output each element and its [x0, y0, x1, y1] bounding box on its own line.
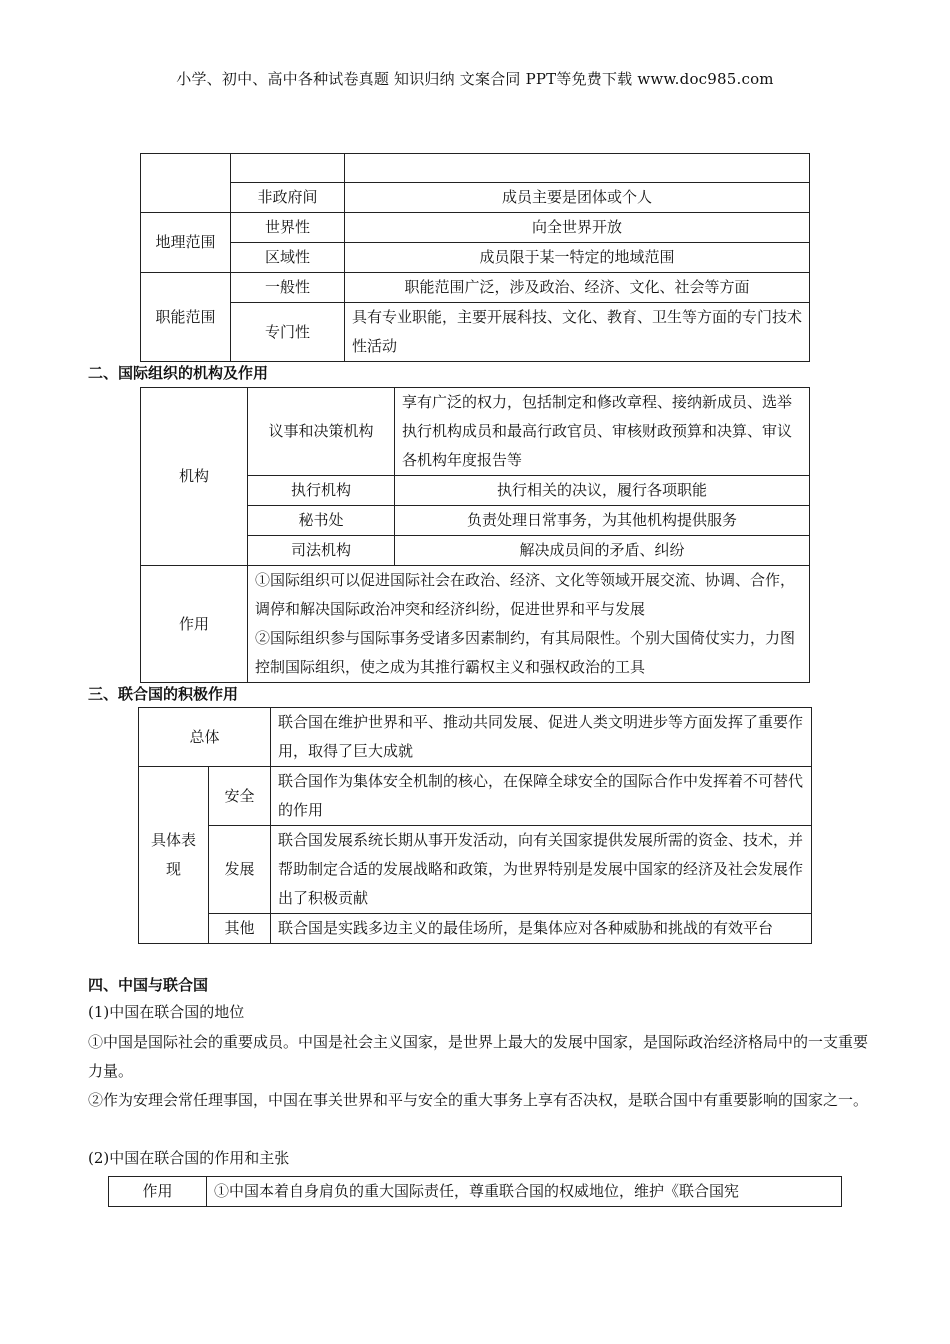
role-label: 作用: [141, 566, 248, 683]
section4-p1: ①中国是国际社会的重要成员。中国是社会主义国家，是世界上最大的发展中国家，是国际政治经济格局中的一支重要力量。: [88, 1033, 869, 1080]
blank-cell: [345, 154, 810, 183]
overall-desc: 联合国在维护世界和平、推动共同发展、促进人类文明进步等方面发挥了重要作用，取得了巨大成就: [271, 708, 812, 767]
security-desc: 联合国作为集体安全机制的核心，在保障全球安全的国际合作中发挥着不可替代的作用: [271, 767, 812, 826]
nongov-label: 非政府间: [231, 183, 345, 213]
exec-label: 执行机构: [248, 476, 395, 506]
special-desc: 具有专业职能，主要开展科技、文化、教育、卫生等方面的专门技术性活动: [345, 303, 810, 362]
role-desc: [248, 566, 810, 683]
judicial-desc: 解决成员间的矛盾、纠纷: [395, 536, 810, 566]
blank-cell: [141, 154, 231, 213]
other-label: 其他: [209, 914, 271, 944]
general-label: 一般性: [231, 273, 345, 303]
role-desc-1: ①国际组织可以促进国际社会在政治、经济、文化等领域开展交流、协调、合作，调停和解决国际政治冲突和经济纠纷，促进世界和平与发展: [255, 571, 796, 618]
section4-sub1: (1)中国在联合国的地位: [88, 1003, 245, 1021]
secretariat-label: 秘书处: [248, 506, 395, 536]
org-classification-table: [140, 153, 810, 362]
world-desc: 向全世界开放: [345, 213, 810, 243]
org-group-label: 机构: [141, 388, 248, 566]
nongov-desc: 成员主要是团体或个人: [345, 183, 810, 213]
section2-title: 二、国际组织的机构及作用: [88, 364, 269, 382]
decision-desc: 享有广泛的权力，包括制定和修改章程、接纳新成员、选举执行机构成员和最高行政官员、审核财政预算和决算、审议各机构年度报告等: [395, 388, 810, 476]
section4-p2: ②作为安理会常任理事国，中国在事关世界和平与安全的重大事务上享有否决权，是联合国中有重要影响的国家之一。: [88, 1091, 869, 1109]
org-structure-table: [140, 387, 810, 683]
secretariat-desc: 负责处理日常事务，为其他机构提供服务: [395, 506, 810, 536]
page-header: 小学、初中、高中各种试卷真题 知识归纳 文案合同 PPT等免费下载 www.doc985.com: [176, 70, 774, 88]
section3-title: 三、联合国的积极作用: [88, 685, 239, 703]
general-desc: 职能范围广泛，涉及政治、经济、文化、社会等方面: [345, 273, 810, 303]
section4-sub2: (2)中国在联合国的作用和主张: [88, 1149, 290, 1167]
special-label: 专门性: [231, 303, 345, 362]
security-label: 安全: [209, 767, 271, 826]
region-label: 区域性: [231, 243, 345, 273]
overall-label: 总体: [139, 708, 271, 767]
world-label: 世界性: [231, 213, 345, 243]
dev-label: 发展: [209, 826, 271, 914]
china-role-table: [108, 1176, 842, 1207]
decision-label: 议事和决策机构: [248, 388, 395, 476]
region-desc: 成员限于某一特定的地域范围: [345, 243, 810, 273]
other-desc: 联合国是实践多边主义的最佳场所，是集体应对各种威胁和挑战的有效平台: [271, 914, 812, 944]
geo-group-label: 地理范围: [141, 213, 231, 273]
dev-desc: 联合国发展系统长期从事开发活动，向有关国家提供发展所需的资金、技术，并帮助制定合适的发展战略和政策，为世界特别是发展中国家的经济及社会发展作出了积极贡献: [271, 826, 812, 914]
section4-title: 四、中国与联合国: [88, 976, 209, 994]
un-role-table: [138, 707, 812, 944]
blank-cell: [231, 154, 345, 183]
exec-desc: 执行相关的决议，履行各项职能: [395, 476, 810, 506]
role-desc-2: ②国际组织参与国际事务受诸多因素制约，有其局限性。个别大国倚仗实力，力图控制国际组织，使之成为其推行霸权主义和强权政治的工具: [255, 629, 796, 676]
china-role-label: 作用: [109, 1177, 207, 1207]
china-role-desc: ①中国本着自身肩负的重大国际责任，尊重联合国的权威地位，维护《联合国宪: [207, 1177, 842, 1207]
func-group-label: 职能范围: [141, 273, 231, 362]
specific-group-label: 具体表现: [139, 767, 209, 944]
judicial-label: 司法机构: [248, 536, 395, 566]
